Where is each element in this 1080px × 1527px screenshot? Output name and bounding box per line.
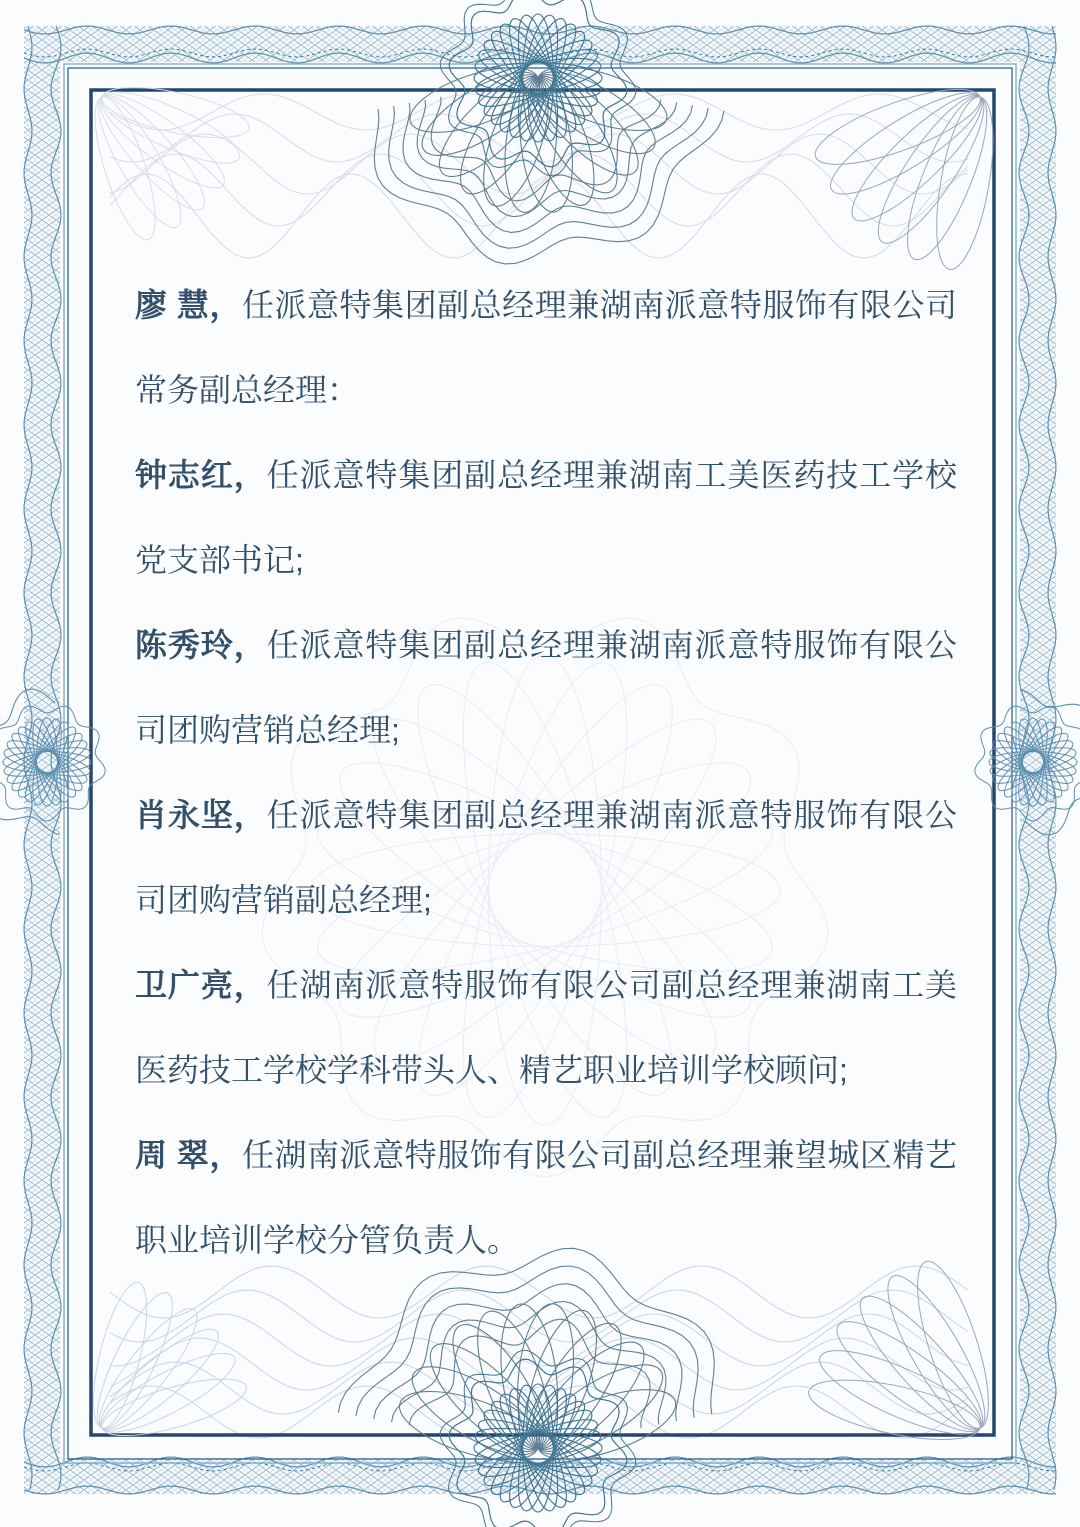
appointment-text: 任派意特集团副总经理兼湖南派意特服饰有限公司团购营销总经理;	[135, 627, 957, 748]
person-name: 陈秀玲，	[135, 627, 267, 663]
appointment-text: 任湖南派意特服饰有限公司副总经理兼湖南工美医药技工学校学科带头人、精艺职业培训学校顾问;	[135, 967, 957, 1088]
appointment-entry	[135, 263, 957, 433]
person-name: 钟志红，	[135, 457, 267, 493]
appointment-entry	[135, 773, 957, 943]
person-name: 卫广亮，	[135, 967, 267, 1003]
appointment-text: 任派意特集团副总经理兼湖南工美医药技工学校党支部书记;	[135, 457, 957, 578]
appointment-entry	[135, 433, 957, 603]
appointment-list	[91, 90, 994, 1435]
appointment-entry	[135, 943, 957, 1113]
person-name: 廖 慧，	[135, 287, 242, 323]
appointment-entry	[135, 603, 957, 773]
appointment-entry	[135, 1113, 957, 1283]
appointment-text: 任派意特集团副总经理兼湖南派意特服饰有限公司常务副总经理：	[135, 287, 957, 408]
appointment-text: 任派意特集团副总经理兼湖南派意特服饰有限公司团购营销副总经理;	[135, 797, 957, 918]
person-name: 肖永坚，	[135, 797, 267, 833]
person-name: 周 翠，	[135, 1137, 242, 1173]
appointment-text: 任湖南派意特服饰有限公司副总经理兼望城区精艺职业培训学校分管负责人。	[135, 1137, 957, 1258]
